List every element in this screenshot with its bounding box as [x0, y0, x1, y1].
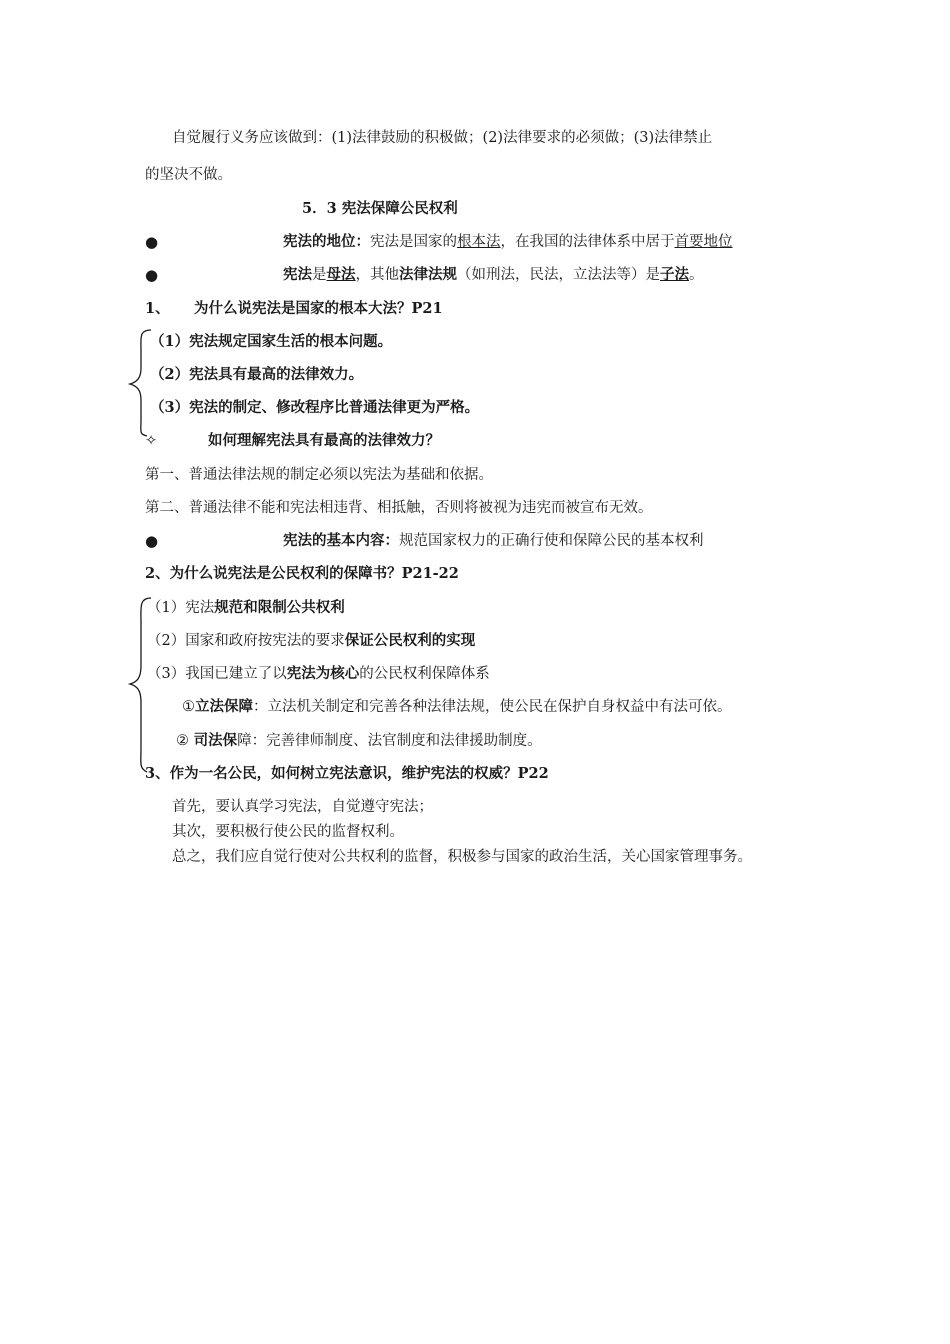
- key-child-law: 子法: [660, 266, 689, 283]
- q1-answer-2: （2）宪法具有最高的法律效力。: [150, 366, 364, 383]
- q3-question: 3、作为一名公民，如何树立宪法意识，维护宪法的权威？P22: [145, 765, 549, 782]
- q2-question: 2、为什么说宪法是公民权利的保障书？P21-22: [145, 565, 459, 582]
- text: 。: [689, 267, 704, 283]
- key-legislative-guarantee: 立法保障: [195, 698, 253, 715]
- key-primary-position: 首要地位: [674, 234, 733, 250]
- key-fundamental-law: 根本法: [457, 234, 501, 250]
- basic-content: [283, 531, 704, 551]
- duty-paragraph-line1: 自觉履行义务应该做到：(1)法律鼓励的积极做；(2)法律要求的必须做；(3)法律禁止: [172, 130, 713, 146]
- q2-item-1: [147, 598, 345, 618]
- text: ：立法机关制定和完善各种法律法规，使公民在保护自身权益中有法可依。: [253, 699, 732, 715]
- text: 规范国家权力的正确行使和保障公民的基本权利: [399, 533, 704, 549]
- constitution-status: [283, 232, 733, 252]
- text: 障：完善律师制度、法官制度和法律援助制度。: [237, 733, 542, 749]
- text: 宪法是国家的: [370, 234, 457, 250]
- text: 的公民权利保障体系: [359, 666, 490, 682]
- key-laws-regulations: 法律法规: [399, 266, 457, 283]
- text: （1）宪法: [147, 600, 215, 616]
- brace-q2-icon: [127, 596, 157, 774]
- text: （2）国家和政府按宪法的要求: [147, 633, 345, 649]
- key-judicial-guarantee: 司法保: [193, 732, 238, 749]
- q3-answer-3: 总之，我们应自觉行使对公共权利的监督，积极参与国家的政治生活，关心国家管理事务。: [172, 849, 752, 865]
- text: ，在我国的法律体系中居于: [500, 234, 675, 250]
- q1-number: 1、: [145, 300, 170, 317]
- bullet-icon: ●: [145, 233, 159, 251]
- q2-item-2: [147, 631, 475, 651]
- text: ，其他: [355, 267, 399, 283]
- q2-sub-2: [176, 731, 542, 751]
- key-mother-law: 母法: [326, 266, 356, 283]
- sub-answer-2: 第二、普通法律不能和宪法相违背、相抵触，否则将被视为违宪而被宣布无效。: [145, 500, 653, 516]
- term-basic-content: 宪法的基本内容：: [283, 532, 399, 549]
- q3-answer-2: 其次，要积极行使公民的监督权利。: [172, 824, 404, 840]
- duty-paragraph-line2: 的坚决不做。: [145, 167, 232, 183]
- text: （3）我国已建立了以: [147, 666, 287, 682]
- sub-answer-1: 第一、普通法律法规的制定必须以宪法为基础和依据。: [145, 467, 493, 483]
- sub-question: 如何理解宪法具有最高的法律效力？: [208, 432, 440, 449]
- text: （如刑法，民法，立法法等）是: [457, 267, 660, 283]
- q1-answer-3: （3）宪法的制定、修改程序比普通法律更为严格。: [150, 399, 480, 416]
- diamond-icon: ✧: [145, 433, 158, 449]
- key-regulate-public-power: 规范和限制公共权利: [214, 599, 345, 616]
- q2-item-3: [147, 664, 490, 684]
- bullet-icon: ●: [145, 266, 159, 284]
- q1-question: 为什么说宪法是国家的根本大法？P21: [194, 300, 443, 317]
- mother-law-statement: [283, 265, 704, 285]
- circled-number: ①: [182, 699, 195, 715]
- circled-number: ②: [176, 733, 189, 749]
- bullet-icon: ●: [145, 532, 159, 550]
- text: 是: [312, 267, 327, 283]
- key-constitution: 宪法: [283, 266, 312, 283]
- q2-sub-1: [182, 697, 732, 717]
- key-guarantee-rights: 保证公民权利的实现: [344, 632, 476, 649]
- section-title: 5．3 宪法保障公民权利: [302, 200, 458, 217]
- key-constitution-core: 宪法为核心: [286, 665, 360, 682]
- term-status: 宪法的地位：: [283, 233, 370, 250]
- q3-answer-1: 首先，要认真学习宪法，自觉遵守宪法；: [172, 799, 433, 815]
- q1-answer-1: （1）宪法规定国家生活的根本问题。: [150, 333, 393, 350]
